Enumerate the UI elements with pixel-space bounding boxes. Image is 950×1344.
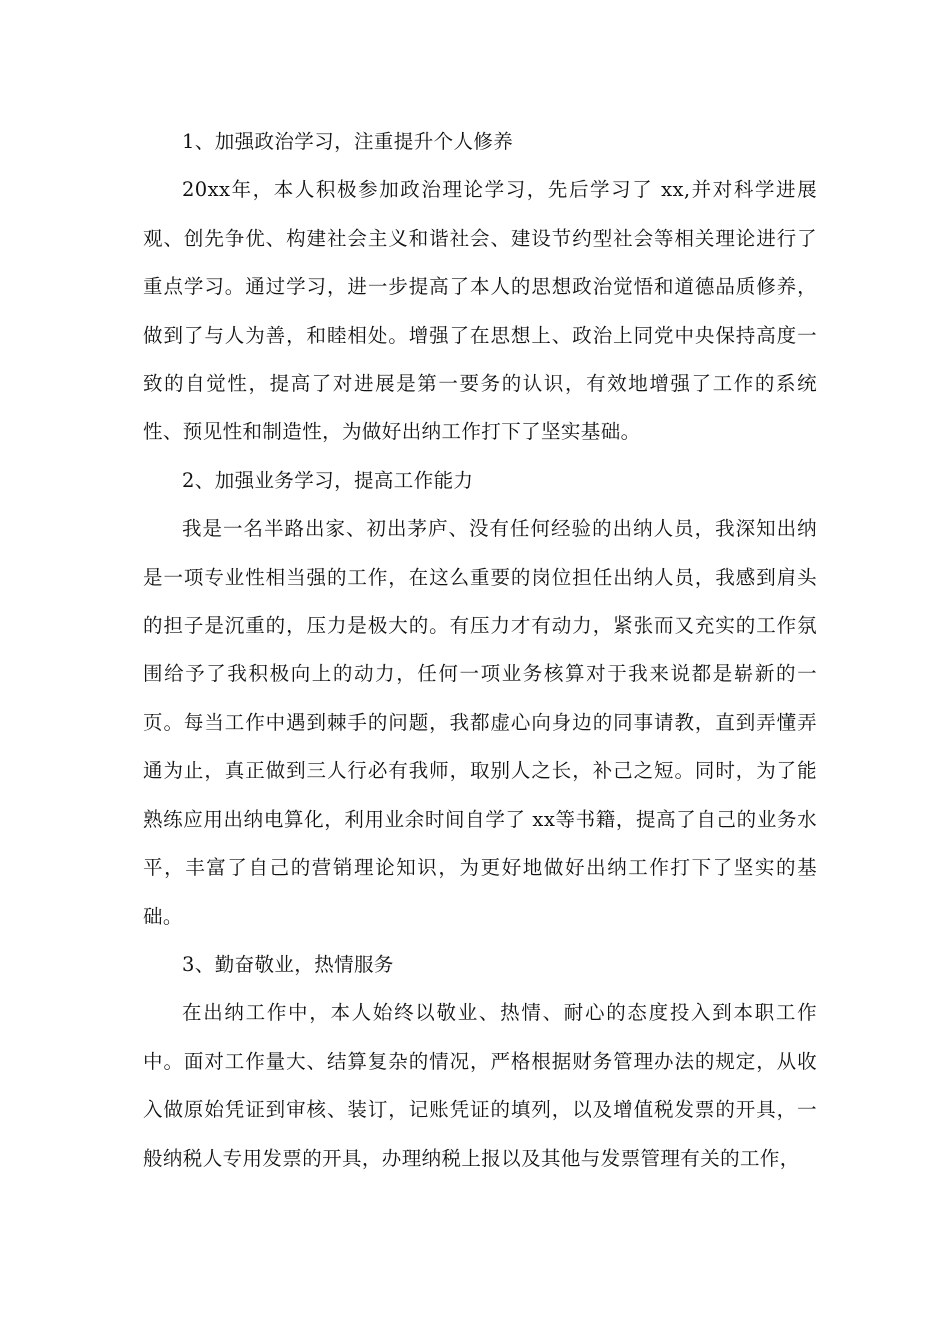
section-heading-2: 2、加强业务学习，提高工作能力	[182, 468, 474, 492]
section-heading-3: 3、勤奋敬业，热情服务	[182, 952, 394, 976]
section-2-paragraph: 我是一名半路出家、初出茅庐、没有任何经验的出纳人员，我深知出纳是一项专业性相当强的工作，在这么重要的岗位担任出纳人员，我感到肩头的担子是沉重的，压力是极大的。有压力才有动力，紧张而又充实的工作氛围给予了我积极向上的动力，任何一项业务核算对于我来说都是崭新的一页。每当工作中遇到棘手的问题，我都虚心向身边的同事请教，直到弄懂弄通为止，真正做到三人行必有我师，取别人之长，补己之短。同时，为了能熟练应用出纳电算化，利用业余时间自学了 xx等书籍，提高了自己的业务水平，丰富了自己的营销理论知识，为更好地做好出纳工作打下了坚实的基础。	[143, 517, 817, 928]
document-body	[143, 118, 817, 1183]
section-3-paragraph: 在出纳工作中，本人始终以敬业、热情、耐心的态度投入到本职工作中。面对工作量大、结算复杂的情况，严格根据财务管理办法的规定，从收入做原始凭证到审核、装订，记账凭证的填列，以及增值税发票的开具，一般纳税人专用发票的开具，办理纳税上报以及其他与发票管理有关的工作，	[143, 1001, 817, 1170]
section-1-paragraph: 20xx年，本人积极参加政治理论学习，先后学习了 xx,并对科学进展观、创先争优、构建社会主义和谐社会、建设节约型社会等相关理论进行了重点学习。通过学习，进一步提高了本人的思想政治觉悟和道德品质修养，做到了与人为善，和睦相处。增强了在思想上、政治上同党中央保持高度一致的自觉性，提高了对进展是第一要务的认识，有效地增强了工作的系统性、预见性和制造性，为做好出纳工作打下了坚实基础。	[143, 178, 817, 444]
section-heading-1: 1、加强政治学习，注重提升个人修养	[182, 130, 514, 153]
